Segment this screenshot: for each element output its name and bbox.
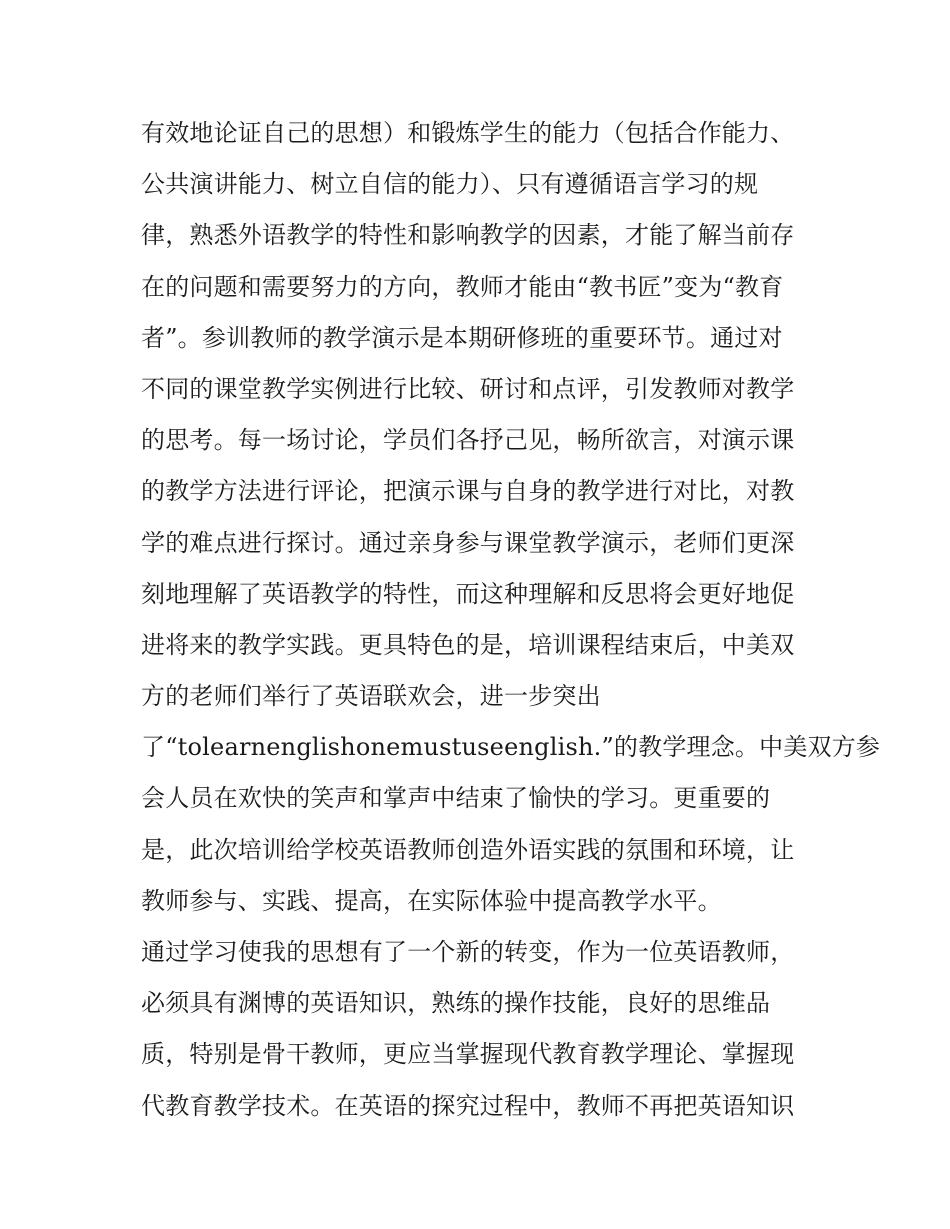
body-text [141, 108, 881, 1132]
text-line: 的思考。每一场讨论，学员们各抒己见，畅所欲言，对演示课 [141, 426, 795, 455]
text-line: 教师参与、实践、提高，在实际体验中提高教学水平。 [141, 886, 722, 915]
text-line: 有效地论证自己的思想）和锻炼学生的能力（包括合作能力、 [141, 119, 795, 147]
text-line: 质，特别是骨干教师，更应当掌握现代教育教学理论、掌握现 [141, 1040, 795, 1069]
text-line: 的教学方法进行评论，把演示课与自身的教学进行对比，对教 [141, 477, 795, 506]
text-line: 了“tolearnenglishonemustuseenglish.”的教学理念。中美双方参 [141, 733, 881, 762]
text-line: 进将来的教学实践。更具特色的是，培训课程结束后，中美双 [141, 630, 795, 659]
text-line: 在的问题和需要努力的方向，教师才能由“教书匠”变为“教育 [141, 272, 784, 301]
text-line: 代教育教学技术。在英语的探究过程中，教师不再把英语知识 [141, 1091, 795, 1120]
text-line: 学的难点进行探讨。通过亲身参与课堂教学演示，老师们更深 [141, 528, 795, 557]
text-line: 通过学习使我的思想有了一个新的转变，作为一位英语教师， [141, 938, 795, 966]
text-line: 律，熟悉外语教学的特性和影响教学的因素，才能了解当前存 [141, 221, 795, 250]
text-line: 会人员在欢快的笑声和掌声中结束了愉快的学习。更重要的 [141, 784, 771, 813]
text-line: 公共演讲能力、树立自信的能力）、只有遵循语言学习的规 [141, 170, 759, 199]
text-line: 是，此次培训给学校英语教师创造外语实践的氛围和环境，让 [141, 835, 795, 864]
text-line: 刻地理解了英语教学的特性，而这种理解和反思将会更好地促 [141, 579, 795, 608]
text-line: 方的老师们举行了英语联欢会，进一步突出 [141, 682, 601, 711]
text-line: 不同的课堂教学实例进行比较、研讨和点评，引发教师对教学 [141, 374, 795, 403]
text-line: 必须具有渊博的英语知识，熟练的操作技能，良好的思维品 [141, 989, 771, 1018]
text-line: 者”。参训教师的教学演示是本期研修班的重要环节。通过对 [141, 323, 783, 352]
